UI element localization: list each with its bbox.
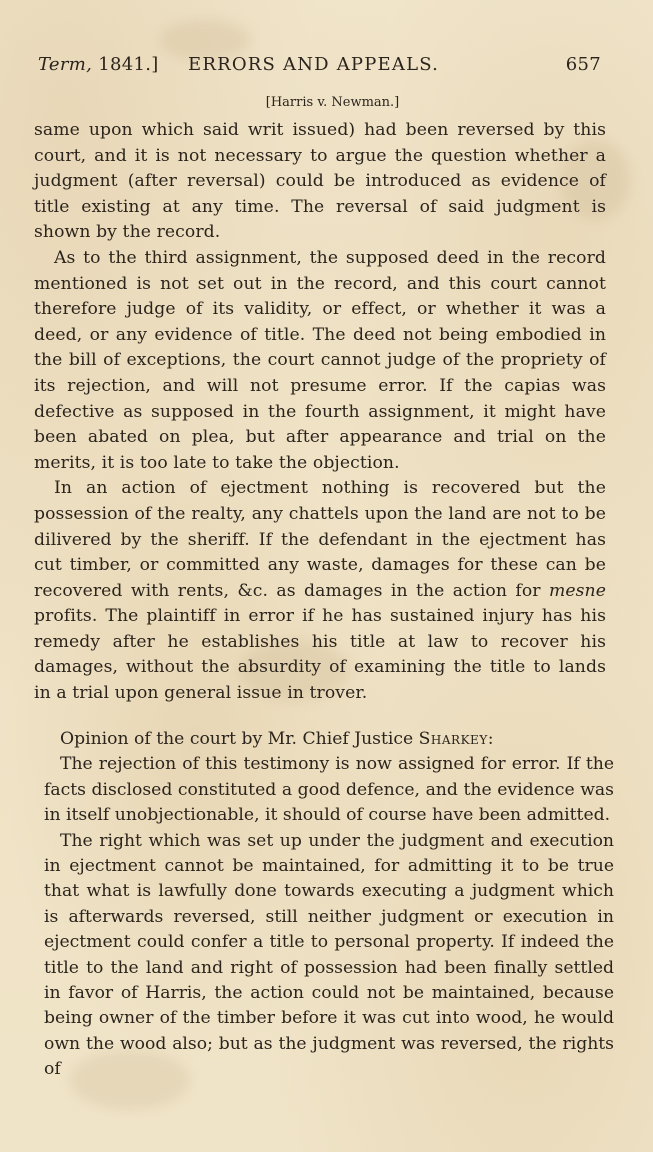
paragraph: The rejection of this testimony is now assigned for error. If the facts disclosed constituted a good defence, and the evidence was in itself unobjectionable, it should of course have been admitted.	[44, 754, 614, 826]
running-head-title: ERRORS AND APPEALS.	[188, 54, 440, 75]
court-opinion	[44, 727, 614, 1083]
running-head-term: Term, 1841.]	[38, 54, 159, 75]
italic-term: mesne	[548, 580, 606, 601]
justice-name: Sharkey	[418, 729, 488, 749]
argument-text	[34, 118, 606, 707]
paragraph: same upon which said writ issued) had been reversed by this court, and it is not necessary to argue the question whether a judgment (after reversal) could be introduced as evidence of title existing at any time. The reversal of said judgment is shown by the record.	[34, 120, 606, 243]
paragraph: The right which was set up under the judgment and execution in ejectment cannot be maintained, for admitting it to be true that what is lawfully done towards executing a judgment which is afterwards reversed, still neither judgment or execution in ejectment could confer a title to personal property. If indeed the title to the land and right of possession had been finally settled in favor of Harris, the action could not be maintained, because being owner of the timber before it was cut into wood, he would own the wood also; but as the judgment was reversed, the rights of	[44, 830, 614, 1080]
running-head	[38, 54, 601, 80]
paragraph: In an action of ejectment nothing is recovered but the possession of the realty, any chattels upon the land are not to be dilivered by the sheriff. If the defendant in the ejectment has cut timber, or committed any waste, damages for these can be recovered with rents, &c. as damages in the action for mesne profits. The plaintiff in error if he has sustained injury has his remedy after he establishes his title at law to recover his damages, without the absurdity of examining the title to lands in a trial upon general issue in trover.	[34, 478, 606, 704]
paragraph: As to the third assignment, the supposed deed in the record mentioned is not set out in the record, and this court cannot therefore judge of its validity, or effect, or whether it was a deed, or any evidence of title. The deed not being embodied in the bill of exceptions, the court cannot judge of the propriety of its rejection, and will not presume error. If the capias was defective as supposed in the fourth assignment, it might have been abated on plea, but after appearance and trial on the merits, it is too late to take the objection.	[34, 247, 606, 473]
opinion-heading: Opinion of the court by Mr. Chief Justice Sharkey:	[60, 729, 494, 749]
page-number: 657	[565, 54, 601, 75]
case-name: [Harris v. Newman.]	[265, 95, 400, 110]
